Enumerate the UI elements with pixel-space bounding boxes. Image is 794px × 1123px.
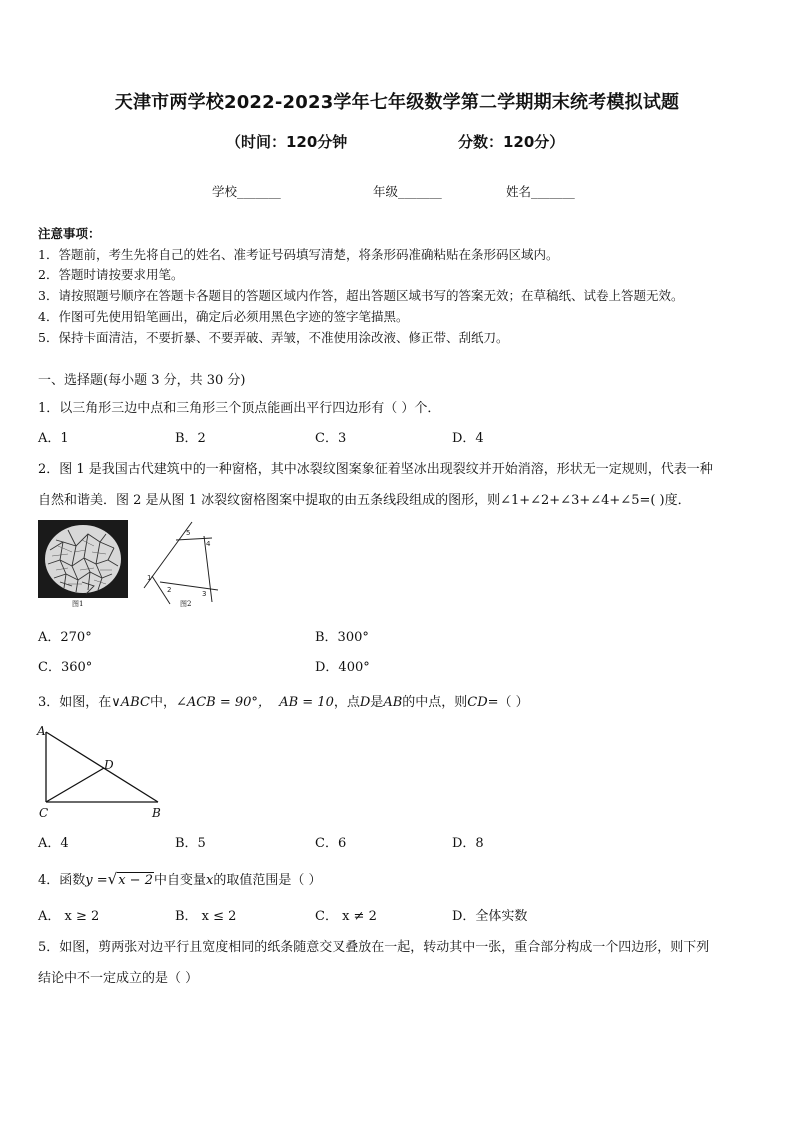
q3-text: 是	[370, 695, 384, 710]
ice-crack-window-figure	[38, 520, 128, 600]
fig2-label-5: 5	[186, 529, 191, 537]
q2-option-a: A．270°	[38, 630, 92, 645]
q3-triangle: ∨ABC	[111, 695, 150, 710]
q4-option-a: A． x ≥ 2	[38, 909, 100, 924]
point-d-label: D	[104, 758, 114, 772]
q4-variable-x: x	[206, 873, 214, 888]
q2-option-c: C．360°	[38, 660, 93, 675]
q3-option-d: D．8	[452, 836, 484, 851]
q4-option-c: C． x ≠ 2	[315, 909, 377, 924]
q1-option-c: C．3	[315, 431, 347, 446]
note-item: 5．保持卡面清洁，不要折暴、不要弄破、弄皱，不准使用涂改液、修正带、刮纸刀。	[38, 330, 509, 345]
q3-text: 的中点，则	[402, 695, 468, 710]
q4-radicand: x − 2	[118, 873, 153, 888]
five-segment-figure	[140, 520, 230, 606]
q2-option-d: D．400°	[315, 660, 370, 675]
q3-option-b: B．5	[175, 836, 206, 851]
question-5-line1: 5．如图，剪两张对边平行且宽度相同的纸条随意交叉叠放在一起，转动其中一张，重合部分构成一个四边形，则下列	[38, 940, 710, 955]
question-2-line2: 自然和谐美．图 2 是从图 1 冰裂纹窗格图案中提取的由五条线段组成的图形，则∠1+∠2+∠3+∠4+∠5=( )度．	[38, 493, 691, 508]
q4-text: 中自变量	[153, 873, 206, 888]
exam-title: 天津市两学校2022-2023学年七年级数学第二学期期末统考模拟试题	[114, 92, 680, 113]
q4-option-d: D．全体实数	[452, 909, 528, 924]
q3-option-c: C．6	[315, 836, 347, 851]
question-2-line1: 2．图 1 是我国古代建筑中的一种窗格，其中冰裂纹图案象征着坚冰出现裂纹并开始消溶，形状无一定规则，代表一种	[38, 462, 713, 477]
right-triangle-figure	[34, 720, 174, 820]
notes-heading: 注意事项：	[38, 226, 101, 241]
sqrt-icon: √	[107, 870, 118, 888]
q3-ab-length: AB = 10	[279, 695, 334, 710]
fig2-label-1: 1	[147, 574, 152, 582]
q4-prefix: 4．函数	[38, 873, 86, 888]
q4-option-b: B． x ≤ 2	[175, 909, 237, 924]
question-4	[38, 869, 321, 888]
fig2-label-2: 2	[167, 586, 172, 594]
q3-prefix: 3．如图，在	[38, 695, 112, 710]
note-item: 2．答题时请按要求用笔。	[38, 267, 184, 282]
fig2-label-3: 3	[202, 590, 207, 598]
vertex-b-label: B	[152, 806, 161, 820]
school-field: 学校_______	[212, 184, 281, 199]
score-label: 分数：120分）	[458, 133, 565, 151]
vertex-a-label: A	[37, 724, 46, 738]
q1-option-d: D．4	[452, 431, 484, 446]
fig1-caption: 图1	[72, 600, 84, 608]
question-3	[38, 691, 529, 710]
q4-function-y: y =	[85, 873, 108, 888]
question-5-line2: 结论中不一定成立的是（ ）	[38, 971, 199, 986]
q2-option-b: B．300°	[315, 630, 369, 645]
q4-suffix: 的取值范围是（ ）	[213, 873, 322, 888]
question-1: 1．以三角形三边中点和三角形三个顶点能画出平行四边形有（ ）个．	[38, 401, 441, 416]
time-label: （时间：120分钟	[226, 133, 348, 151]
q3-segment-ab: AB	[383, 695, 403, 710]
fig2-caption: 图2	[180, 600, 192, 608]
q3-segment-cd: CD	[467, 695, 488, 710]
vertex-c-label: C	[39, 806, 49, 820]
q3-angle: ∠ACB = 90°，	[175, 695, 271, 710]
q3-text: ，点	[333, 695, 360, 710]
fig2-label-4: 4	[206, 540, 211, 548]
note-item: 1．答题前，考生先将自己的姓名、准考证号码填写清楚，将条形码准确粘贴在条形码区域内。	[38, 247, 559, 262]
note-item: 3．请按照题号顺序在答题卡各题目的答题区域内作答，超出答题区域书写的答案无效；在草稿纸、试卷上答题无效。	[38, 288, 684, 303]
q3-text: 中，	[149, 695, 176, 710]
q3-option-a: A．4	[38, 836, 69, 851]
q3-point-d: D	[359, 695, 371, 710]
section-heading: 一、选择题(每小题 3 分，共 30 分)	[38, 373, 246, 388]
q1-option-a: A．1	[38, 431, 69, 446]
note-item: 4．作图可先使用铅笔画出，确定后必须用黑色字迹的签字笔描黑。	[38, 309, 409, 324]
grade-field: 年级_______	[373, 184, 442, 199]
q1-option-b: B．2	[175, 431, 206, 446]
name-field: 姓名_______	[506, 184, 575, 199]
q3-suffix: =（ ）	[487, 695, 529, 710]
